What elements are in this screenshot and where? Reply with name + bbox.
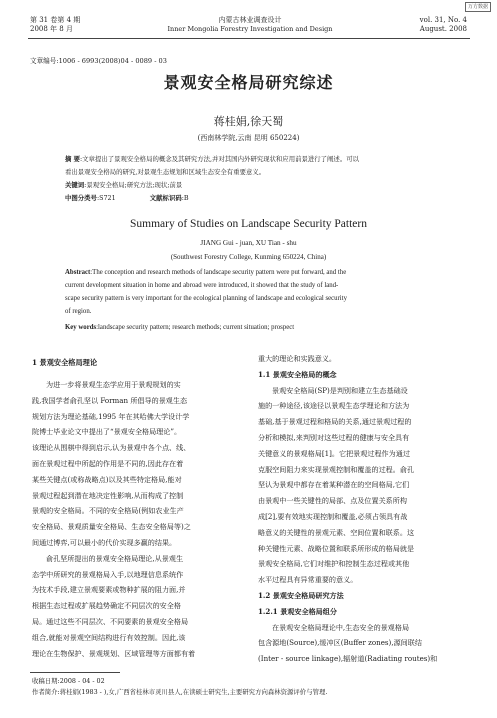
- text-line: 包含源地(Source),缓冲区(Buffer zones),源间联结: [258, 638, 422, 648]
- text-line: 为技术手段,建立景观要素或物种扩展的阻力面,并: [32, 585, 186, 595]
- text-line: 安全格局、景观质量安全格局、生态安全格局等)之: [32, 522, 191, 532]
- keywords-cn: :景观安全格局;研究方法;现状;前景: [84, 181, 183, 189]
- watermark-stamp: 万方数据: [465, 2, 491, 12]
- subsection-1-2-heading: 1.2 景观安全格局研究方法: [258, 590, 344, 600]
- abstract-cn-line1: :文章提出了景观安全格局的概念及其研究方法,并对其国内外研究现状和应用前景进行了阐述。可以: [80, 155, 359, 163]
- text-line: 景观过程起到潜在地决定性影响,从而构成了控制: [32, 490, 184, 500]
- text-line: 种关键性元素、战略位置和联系所形成的格局就是: [258, 543, 415, 553]
- abstract-en-line3: scape security pattern is very important for the ecological planning of landscape and ecological security: [65, 295, 347, 302]
- text-line: 基础,基于景观过程和格局的关系,通过景观过程的: [258, 417, 412, 427]
- text-line: 局。通过这些不同层次、不同要素的景观安全格局: [32, 616, 189, 626]
- text-line: 在景观安全格局理论中,生态安全的景观格局: [272, 622, 410, 632]
- author-bio: 作者简介:蒋桂娟(1983 - ),女,广西省桂林市灵川县人,在读硕士研究生,主要研究方向森林资源评价与管理.: [32, 688, 328, 696]
- volume-en: vol. 31, No. 4: [419, 16, 467, 24]
- keywords-en-label: Key words: [65, 324, 97, 331]
- section-1-heading: 1 景观安全格局理论: [32, 358, 98, 367]
- subsection-1-2-1-heading: 1.2.1 景观安全格局组分: [258, 606, 337, 616]
- subsection-1-1-heading: 1.1 景观安全格局的概念: [258, 369, 337, 379]
- affiliation-en: (Southwest Forestry College, Kunming 650224, China): [170, 253, 327, 261]
- text-line: 间通过博弈,可以最小的代价实现多赢的结果。: [32, 537, 177, 547]
- doc-code-label: 文献标识码: [149, 194, 182, 202]
- class-value: :S721: [96, 194, 116, 202]
- text-line: 院博士毕业论文中提出了“景观安全格局理论”。: [32, 427, 182, 437]
- title-en: Summary of Studies on Landscape Security Pattern: [130, 218, 367, 230]
- journal-name-cn: 内蒙古林业调查设计: [218, 16, 282, 24]
- text-line: 践,我国学者俞孔坚以 Forman 所倡导的景观生态: [32, 395, 188, 405]
- text-line: 根据生态过程或扩展趋势确定不同层次的安全格: [32, 601, 181, 611]
- keywords-en: :landscape security pattern; research methods; current situation; prospect: [96, 324, 295, 331]
- title-cn: 景观安全格局研究综述: [163, 73, 334, 92]
- text-line: 景观的安全格局。不同的安全格局(例如农业生产: [32, 506, 184, 516]
- text-line: 景观安全格局,它们对维护和控制生态过程或其他: [258, 559, 410, 569]
- abstract-en-line4: of region.: [65, 308, 92, 315]
- text-line: 为进一步将景观生态学应用于景观规划的实: [46, 380, 181, 389]
- text-line: 理论在生物保护、景观规划、区域管理等方面都有着: [32, 648, 196, 658]
- right-paragraph-1: [258, 383, 470, 588]
- text-line: 水平过程具有异常重要的意义。: [258, 575, 358, 585]
- abstract-en-line1: :The conception and research methods of landscape security pattern were put forward, and the: [90, 269, 347, 276]
- abstract-cn-line2: 看出景观安全格局的研究,对景观生态规划和区域生态安全有重要意义。: [65, 168, 266, 176]
- text-line: 规划方法为理论基础,1995 年在其哈佛大学设计学: [32, 411, 190, 421]
- text-line: (Inter - source linkage),辐射道(Radiating routes)和: [258, 654, 438, 664]
- header-center: [130, 16, 370, 34]
- text-line: 克服空间阻力来实现景观控制和覆盖的过程。俞孔: [258, 464, 415, 474]
- footnote: [32, 676, 327, 698]
- publication-date: 2008 年 8 月: [30, 25, 73, 33]
- keywords-cn-label: 关键词: [65, 181, 85, 189]
- received-date: 收稿日期:2008 - 04 - 02: [32, 677, 105, 685]
- header-rule: [28, 38, 470, 39]
- text-line: 态学中所研究的景观格局入手,以地理信息系统作: [32, 569, 184, 579]
- class-label: 中图分类号: [65, 194, 97, 202]
- text-line: 景观安全格局(SP)是判别和建立生态基础设: [272, 385, 408, 395]
- text-line: 面在景观过程中所起的作用是不同的,因此存在着: [32, 458, 184, 468]
- right-column: [258, 351, 470, 667]
- left-paragraph-1: [32, 377, 240, 551]
- header-right: [420, 16, 467, 34]
- left-column: [32, 356, 240, 661]
- journal-name-en: Inner Mongolia Forestry Investigation and Design: [167, 25, 333, 33]
- affiliation-cn: (西南林学院,云南 昆明 650224): [197, 134, 300, 142]
- footnote-rule: [30, 672, 120, 673]
- abstract-en: [65, 266, 440, 334]
- text-line: 分析和模拟,来判别对这些过程的健康与安全具有: [258, 432, 410, 442]
- text-line: 关键意义的景观格局[1]。它把景观过程作为通过: [258, 448, 410, 458]
- text-line: 施的一种途径,该途径以景观生态学理论和方法为: [258, 401, 410, 411]
- abstract-en-line2: current development situation in home and abroad were introduced, it showed that the study of land-: [65, 282, 339, 289]
- date-en: August. 2008: [419, 25, 467, 33]
- abstract-cn-label: 摘 要: [65, 155, 81, 163]
- header-left: [30, 16, 80, 34]
- text-line: 成[2],要有效地实现控制和覆盖,必须占领具有战: [258, 511, 408, 521]
- text-line: 由景观中一些关键性的局部、点及位置关系所构: [258, 496, 407, 506]
- text-line: 坚认为景观中都存在着某种潜在的空间格局,它们: [258, 480, 410, 490]
- text-line: 组合,就能对景观空间结构进行有效控制。因此,该: [32, 632, 186, 642]
- abstract-en-label: Abstract: [65, 269, 91, 276]
- doc-code-value: :B: [181, 194, 189, 202]
- abstract-cn: [65, 153, 445, 205]
- authors-en: JIANG Gui - juan, XU Tian - shu: [200, 239, 297, 247]
- left-paragraph-2: [32, 551, 240, 662]
- text-line: 略意义的关键性的景观元素、空间位置和联系。这: [258, 527, 415, 537]
- volume-issue: 第 31 卷第 4 期: [30, 16, 81, 24]
- text-line: 该理论从围棋中得到启示,认为景观中各个点、线、: [32, 443, 191, 453]
- right-line-0: 重大的理论和实践意义。: [258, 354, 337, 363]
- article-number: 文章编号:1006 - 6993(2008)04 - 0089 - 03: [30, 57, 167, 65]
- text-line: 俞孔坚所提出的景观安全格局理论,从景观生: [46, 553, 184, 563]
- text-line: 某些关键点(或称战略点)以及其些特定格局,能对: [32, 474, 182, 484]
- right-paragraph-2: [258, 620, 470, 667]
- authors-cn: 蒋桂娟,徐天蜀: [213, 115, 284, 128]
